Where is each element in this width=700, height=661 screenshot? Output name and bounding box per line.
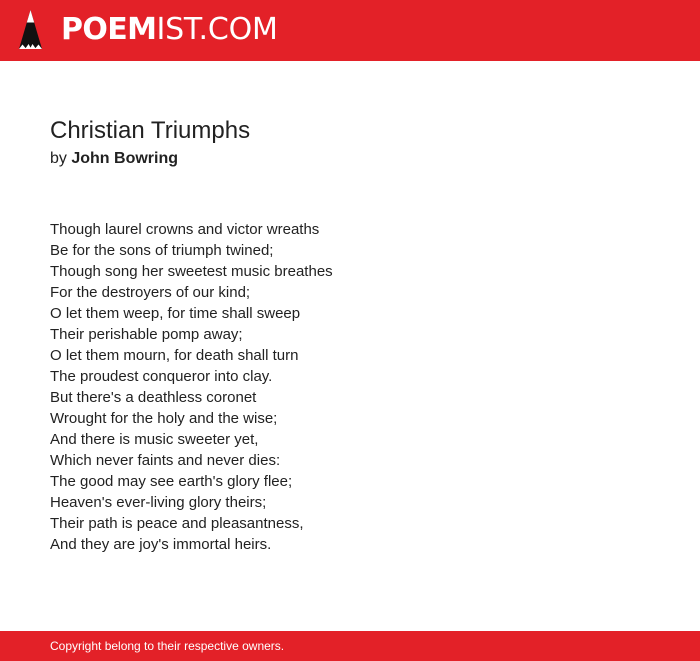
poemist-logo-link[interactable]	[18, 9, 278, 51]
poem-line: Wrought for the holy and the wise;	[50, 410, 278, 427]
byline-prefix: by	[50, 150, 67, 167]
site-footer	[0, 631, 700, 661]
poem-line: And they are joy's immortal heirs.	[50, 536, 272, 553]
poem-lines	[50, 219, 650, 555]
poem-line: O let them weep, for time shall sweep	[50, 305, 301, 322]
poem-line: And there is music sweeter yet,	[50, 431, 259, 448]
poem-line: O let them mourn, for death shall turn	[50, 347, 299, 364]
poem-title: Christian Triumphs	[50, 117, 251, 144]
poem-line: Be for the sons of triumph twined;	[50, 242, 274, 259]
poem-line: Heaven's ever-living glory theirs;	[50, 494, 267, 511]
poem-line: But there's a deathless coronet	[50, 389, 257, 406]
pencil-tip-icon	[18, 9, 43, 51]
poem-line: Their perishable pomp away;	[50, 326, 243, 343]
poem-line: Though song her sweetest music breathes	[50, 263, 333, 280]
poem-line: Which never faints and never dies:	[50, 452, 281, 469]
site-header	[0, 0, 700, 61]
poem-line: For the destroyers of our kind;	[50, 284, 251, 301]
poem-line: Their path is peace and pleasantness,	[50, 515, 304, 532]
copyright-notice: Copyright belong to their respective owners.	[50, 639, 285, 653]
wordmark-light-text: IST.COM	[156, 12, 278, 47]
site-wordmark	[61, 9, 278, 51]
poem-line: Though laurel crowns and victor wreaths	[50, 221, 320, 238]
poem-line: The good may see earth's glory flee;	[50, 473, 293, 490]
poem-line: The proudest conqueror into clay.	[50, 368, 273, 385]
poem-byline	[50, 149, 178, 169]
poem-author: John Bowring	[71, 150, 179, 167]
wordmark-bold-text: POEM	[61, 12, 157, 47]
